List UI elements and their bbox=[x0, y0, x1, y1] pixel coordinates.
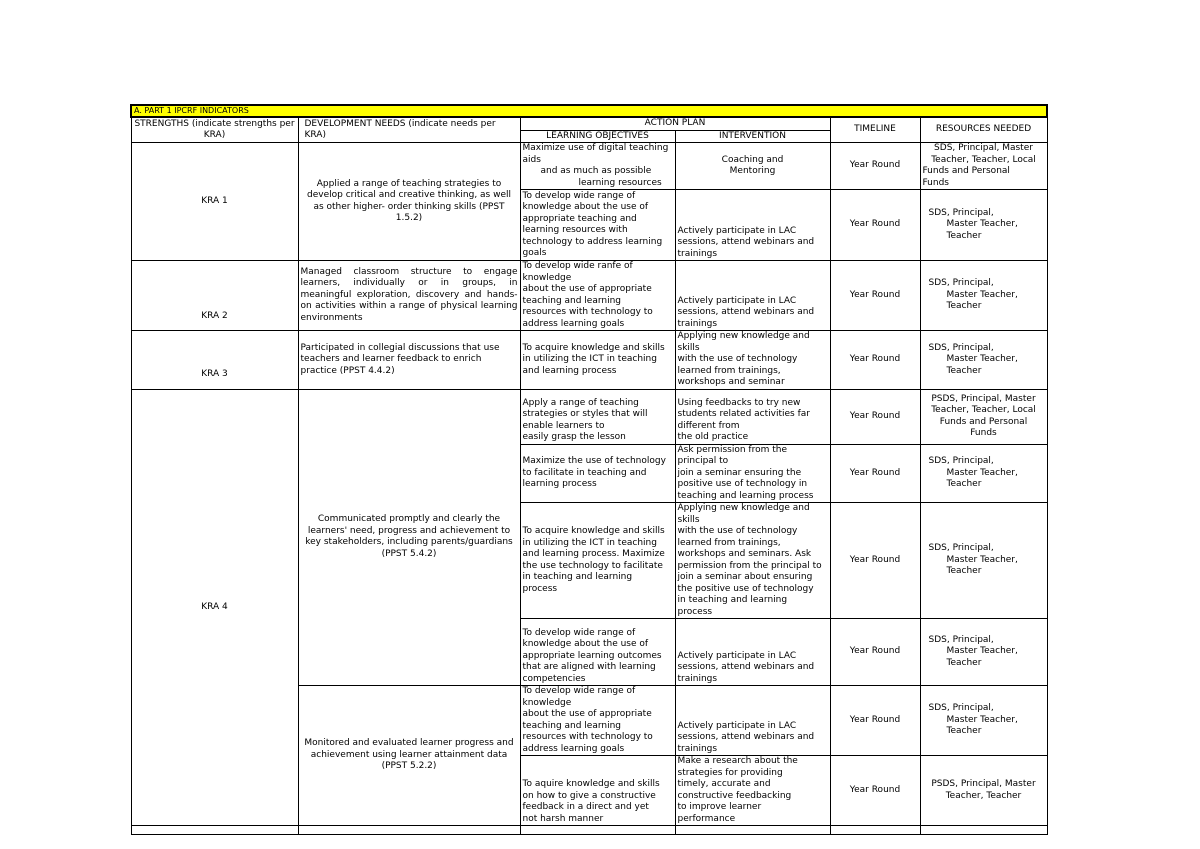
intervention bbox=[675, 619, 830, 686]
intervention bbox=[675, 331, 830, 390]
line: to facilitate in teaching and bbox=[522, 467, 647, 478]
line: SDS, Principal, bbox=[928, 342, 994, 353]
header-action-plan: ACTION PLAN bbox=[520, 117, 830, 130]
header-resources-needed: RESOURCES NEEDED bbox=[920, 117, 1047, 143]
resources-needed bbox=[920, 190, 1047, 261]
development-need-5: Monitored and evaluated learner progress and achievement using learner attainment data (PPST 5.2.2) bbox=[298, 686, 520, 826]
line: in utilizing the ICT in teaching bbox=[522, 537, 657, 548]
development-need-4: Communicated promptly and clearly the learners' need, progress and achievement to key stakeholders, including parents/guardians (PPST 5.4.2) bbox=[298, 389, 520, 686]
resources-needed bbox=[920, 331, 1047, 390]
line: easily grasp the lesson bbox=[522, 432, 626, 442]
line: Actively participate in LAC bbox=[677, 650, 797, 661]
intervention bbox=[675, 389, 830, 444]
line: Master Teacher, bbox=[946, 289, 1018, 300]
empty-cell bbox=[830, 826, 920, 835]
line: PSDS, Principal, Master bbox=[931, 393, 1036, 404]
line: trainings bbox=[677, 743, 718, 754]
line: workshops and seminars. Ask bbox=[677, 549, 812, 559]
line: SDS, Principal, bbox=[928, 278, 994, 289]
ipcrf-table bbox=[130, 104, 1048, 835]
intervention bbox=[675, 444, 830, 503]
learning-objective bbox=[520, 190, 675, 261]
resources-needed bbox=[920, 503, 1047, 619]
empty-cell bbox=[131, 826, 298, 835]
resources-needed bbox=[920, 686, 1047, 756]
line: Funds and Personal bbox=[922, 166, 1010, 176]
line: about the use of appropriate bbox=[522, 709, 652, 719]
line: Teacher, Teacher, Local bbox=[931, 405, 1036, 415]
header-timeline: TIMELINE bbox=[830, 117, 920, 143]
line: not harsh manner bbox=[522, 813, 604, 824]
line: Actively participate in LAC bbox=[677, 225, 797, 236]
line: Applying new knowledge and bbox=[677, 331, 810, 341]
line: To acquire knowledge and skills bbox=[522, 526, 665, 536]
line: SDS, Principal, bbox=[928, 207, 994, 218]
line: PSDS, Principal, Master bbox=[931, 779, 1036, 789]
development-need-2: Managed classroom structure to engage learners, individually or in groups, in meaningful exploration, discovery and hands-on activities within a range of physical learning environments bbox=[298, 261, 520, 331]
line: and as much as possible bbox=[540, 166, 652, 176]
line: Actively participate in LAC bbox=[677, 295, 797, 306]
line: appropriate learning outcomes bbox=[522, 650, 662, 661]
header-strengths: STRENGTHS (indicate strengths per KRA) bbox=[131, 117, 298, 143]
line: Master Teacher, bbox=[946, 554, 1018, 565]
timeline-value: Year Round bbox=[830, 261, 920, 331]
line: timely, accurate and bbox=[677, 779, 771, 789]
timeline-value: Year Round bbox=[830, 503, 920, 619]
header-intervention: INTERVENTION bbox=[675, 130, 830, 143]
development-need-1: Applied a range of teaching strategies to develop critical and creative thinking, as well as other higher- order thinking skills (PPST 1.5.2) bbox=[298, 143, 520, 261]
intervention bbox=[675, 503, 830, 619]
line: enable learners to bbox=[522, 420, 605, 431]
line: Funds bbox=[922, 177, 949, 188]
timeline-value: Year Round bbox=[830, 389, 920, 444]
line: learned from trainings, bbox=[677, 537, 781, 548]
line: permission from the principal to bbox=[677, 560, 822, 571]
line: Applying new knowledge and bbox=[677, 503, 810, 513]
line: Make a research about the bbox=[677, 756, 798, 766]
table-row bbox=[131, 331, 1047, 390]
line: Mentoring bbox=[729, 166, 776, 176]
line: SDS, Principal, bbox=[928, 456, 994, 466]
line: positive use of technology in bbox=[677, 479, 808, 489]
ipcrf-sheet bbox=[130, 104, 1046, 835]
line: Teacher, Teacher, Local bbox=[931, 154, 1036, 165]
line: Teacher bbox=[946, 365, 982, 376]
resources-needed bbox=[920, 444, 1047, 503]
empty-cell bbox=[675, 826, 830, 835]
line: about the use of appropriate bbox=[522, 284, 652, 294]
timeline-value: Year Round bbox=[830, 444, 920, 503]
line: in teaching and learning bbox=[677, 595, 788, 605]
line: and learning process. Maximize bbox=[522, 549, 665, 559]
resources-needed bbox=[920, 389, 1047, 444]
timeline-value: Year Round bbox=[830, 619, 920, 686]
line: goals bbox=[522, 248, 547, 258]
line: with the use of technology bbox=[677, 354, 798, 364]
line: the old practice bbox=[677, 432, 749, 442]
line: Funds bbox=[970, 428, 997, 438]
line: knowledge bbox=[522, 697, 572, 708]
line: Actively participate in LAC bbox=[677, 720, 797, 731]
table-row bbox=[131, 143, 1047, 190]
learning-objective bbox=[520, 686, 675, 756]
line: trainings bbox=[677, 248, 718, 259]
timeline-value: Year Round bbox=[830, 331, 920, 390]
line: strategies for providing bbox=[677, 767, 783, 778]
line: learned from trainings, bbox=[677, 365, 781, 376]
resources-needed bbox=[920, 261, 1047, 331]
line: workshops and seminar bbox=[677, 377, 785, 387]
line: feedback in a direct and yet bbox=[522, 802, 649, 812]
line: knowledge about the use of bbox=[522, 639, 649, 649]
line: Master Teacher, bbox=[946, 354, 1018, 364]
development-need-3: Participated in collegial discussions that use teachers and learner feedback to enrich practice (PPST 4.4.2) bbox=[298, 331, 520, 390]
line: teaching and learning bbox=[522, 295, 622, 306]
timeline-value: Year Round bbox=[830, 756, 920, 826]
line: different from bbox=[677, 420, 740, 431]
line: Master Teacher, bbox=[946, 219, 1018, 230]
line: join a seminar about ensuring bbox=[677, 572, 813, 582]
line: knowledge bbox=[522, 272, 572, 283]
learning-objective bbox=[520, 331, 675, 390]
timeline-value: Year Round bbox=[830, 686, 920, 756]
line: Teacher bbox=[946, 566, 982, 577]
line: address learning goals bbox=[522, 318, 625, 329]
learning-objective bbox=[520, 444, 675, 503]
empty-cell bbox=[520, 826, 675, 835]
resources-needed bbox=[920, 619, 1047, 686]
line: strategies or styles that will bbox=[522, 409, 648, 419]
line: Teacher bbox=[946, 479, 982, 489]
line: to improve learner bbox=[677, 802, 762, 812]
line: Funds and Personal bbox=[939, 416, 1028, 427]
header-learning-objectives: LEARNING OBJECTIVES bbox=[520, 130, 675, 143]
line: with the use of technology bbox=[677, 526, 798, 536]
line: and learning process bbox=[522, 365, 617, 376]
line: To develop wide range of bbox=[522, 686, 636, 696]
line: sessions, attend webinars and bbox=[677, 732, 815, 742]
line: learning resources bbox=[578, 177, 662, 188]
learning-objective bbox=[520, 619, 675, 686]
line: skills bbox=[677, 514, 700, 525]
header-development-needs: DEVELOPMENT NEEDS (indicate needs per KRA) bbox=[298, 117, 520, 143]
table-row bbox=[131, 389, 1047, 444]
intervention bbox=[675, 756, 830, 826]
line: SDS, Principal, bbox=[928, 703, 994, 714]
line: teaching and learning process bbox=[677, 490, 814, 501]
timeline-value: Year Round bbox=[830, 143, 920, 190]
line: SDS, Principal, Master bbox=[934, 143, 1033, 153]
line: learning process bbox=[522, 479, 597, 489]
line: Coaching and bbox=[721, 154, 784, 165]
line: Teacher, Teacher bbox=[945, 790, 1022, 801]
line: SDS, Principal, bbox=[928, 634, 994, 645]
line: appropriate teaching and bbox=[522, 213, 637, 224]
kra-3-cell: KRA 3 bbox=[131, 331, 298, 390]
line: join a seminar ensuring the bbox=[677, 467, 802, 478]
line: Master Teacher, bbox=[946, 646, 1018, 657]
line: Teacher bbox=[946, 657, 982, 668]
line: Ask permission from the bbox=[677, 444, 788, 455]
line: technology to address learning bbox=[522, 236, 663, 247]
line: To aquire knowledge and skills bbox=[522, 779, 660, 789]
line: Master Teacher, bbox=[946, 467, 1018, 478]
kra-2-cell: KRA 2 bbox=[131, 261, 298, 331]
line: resources with technology to bbox=[522, 732, 653, 742]
line: Teacher bbox=[946, 301, 982, 312]
resources-needed bbox=[920, 756, 1047, 826]
line: process bbox=[677, 606, 713, 617]
learning-objective bbox=[520, 756, 675, 826]
section-banner: A. PART 1 IPCRF INDICATORS bbox=[131, 105, 1047, 117]
line: students related activities far bbox=[677, 409, 810, 419]
line: Master Teacher, bbox=[946, 714, 1018, 725]
line: sessions, attend webinars and bbox=[677, 237, 815, 247]
intervention bbox=[675, 261, 830, 331]
empty-cell bbox=[298, 826, 520, 835]
table-row-empty bbox=[131, 826, 1047, 835]
line: Maximize use of digital teaching aids bbox=[522, 143, 669, 165]
learning-objective bbox=[520, 503, 675, 619]
line: competencies bbox=[522, 673, 586, 684]
line: sessions, attend webinars and bbox=[677, 307, 815, 317]
line: Teacher bbox=[946, 230, 982, 241]
line: Using feedbacks to try new bbox=[677, 397, 801, 408]
line: teaching and learning bbox=[522, 720, 622, 731]
line: in utilizing the ICT in teaching bbox=[522, 354, 657, 364]
line: performance bbox=[677, 813, 736, 824]
resources-needed bbox=[920, 143, 1047, 190]
kra-4-cell: KRA 4 bbox=[131, 389, 298, 826]
timeline-value: Year Round bbox=[830, 190, 920, 261]
line: learning resources with bbox=[522, 225, 628, 235]
intervention bbox=[675, 686, 830, 756]
kra-1-cell: KRA 1 bbox=[131, 143, 298, 261]
line: To acquire knowledge and skills bbox=[522, 342, 665, 353]
line: the use technology to facilitate bbox=[522, 560, 663, 571]
learning-objective bbox=[520, 389, 675, 444]
line: trainings bbox=[677, 673, 718, 684]
line: in teaching and learning bbox=[522, 572, 633, 582]
line: on how to give a constructive bbox=[522, 790, 656, 801]
line: skills bbox=[677, 342, 700, 353]
line: SDS, Principal, bbox=[928, 543, 994, 554]
line: Teacher bbox=[946, 726, 982, 737]
intervention bbox=[675, 143, 830, 190]
empty-cell bbox=[920, 826, 1047, 835]
line: that are aligned with learning bbox=[522, 662, 656, 672]
line: Maximize the use of technology bbox=[522, 456, 666, 466]
line: the positive use of technology bbox=[677, 583, 814, 594]
learning-objective bbox=[520, 143, 675, 190]
line: To develop wide ranfe of bbox=[522, 261, 633, 271]
line: trainings bbox=[677, 318, 718, 329]
line: knowledge about the use of bbox=[522, 202, 649, 212]
line: process bbox=[522, 583, 558, 594]
line: resources with technology to bbox=[522, 307, 653, 317]
line: Apply a range of teaching bbox=[522, 397, 639, 408]
intervention bbox=[675, 190, 830, 261]
line: To develop wide range of bbox=[522, 190, 636, 201]
line: sessions, attend webinars and bbox=[677, 662, 815, 672]
line: constructive feedbacking bbox=[677, 790, 792, 801]
learning-objective bbox=[520, 261, 675, 331]
line: To develop wide range of bbox=[522, 627, 636, 638]
line: principal to bbox=[677, 456, 729, 466]
table-row bbox=[131, 261, 1047, 331]
line: address learning goals bbox=[522, 743, 625, 754]
